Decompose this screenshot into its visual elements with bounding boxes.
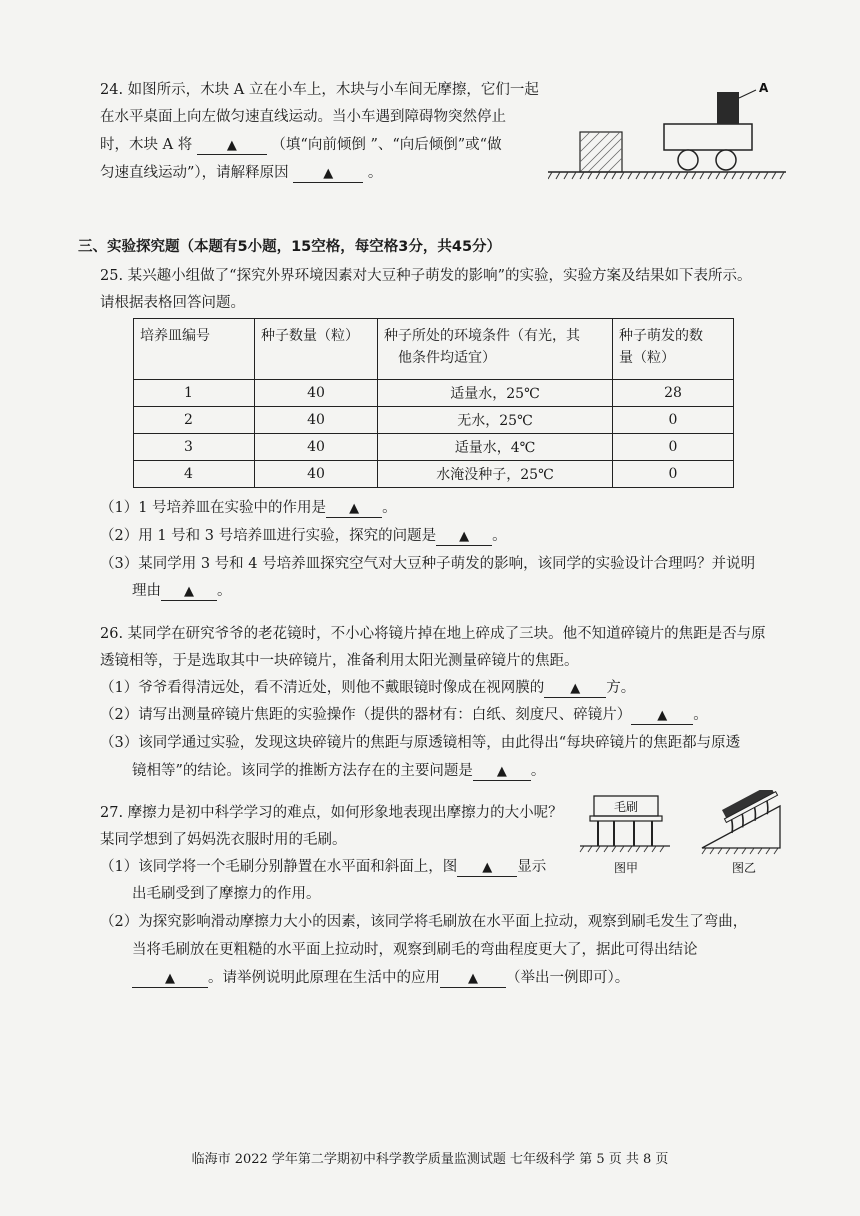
q27-sub-2-line-1: （2）为探究影响滑动摩擦力大小的因素，该同学将毛刷放在水平面上拉动，观察到刷毛发生了弯曲， [100,914,748,930]
q27-intro-1: 27. 摩擦力是初中科学学习的难点，如何形象地表现出摩擦力的大小呢？ [100,805,563,821]
q26-sub-1-text: （1）爷爷看得清远处，看不清近处，则他不戴眼镜时像成在视网膜的 [100,680,545,696]
q24-line-4-tail: 。 [367,165,383,181]
q26-answer-blank-3[interactable]: ▲ [473,764,531,781]
cell-env: 水淹没种子，25℃ [378,461,613,488]
table-row [134,461,734,488]
q25-sub-3-cont [132,581,232,601]
header-environment [378,319,613,380]
section-3-heading: 三、实验探究题（本题有5小题，15空格，每空格3分，共45分） [78,239,502,255]
brush-label: 毛刷 [613,800,639,814]
page-footer: 临海市 2022 学年第二学期初中科学教学质量监测试题 七年级科学 第 5 页 共 8 页 [191,1152,669,1167]
header-seed-count: 种子数量（粒） [255,319,378,380]
q24-line-1: 24. 如图所示，木块 A 立在小车上，木块与小车间无摩擦，它们一起 [100,82,539,98]
brush-figure-a [574,790,674,880]
cart [664,124,752,170]
table-header-row [134,319,734,380]
q26-intro-1: 26. 某同学在研究爷爷的老花镜时，不小心将镜片掉在地上碎成了三块。他不知道碎镜片的焦距是否与原 [100,626,766,642]
q25-sub-2-text: （2）用 1 号和 3 号培养皿进行实验，探究的问题是 [100,528,437,544]
block-a-label: A [759,81,769,95]
q25-sub-2 [100,526,507,546]
header-environment-line-2: 他条件均适宜） [398,350,496,366]
cell-germ: 0 [613,434,734,461]
table-row [134,434,734,461]
q26-answer-blank-2[interactable]: ▲ [631,708,693,725]
q26-sub-3-tail: 。 [530,763,546,779]
cell-germ: 28 [613,380,734,407]
q26-sub-3-cont [132,761,545,781]
q27-sub-1-cont: 出毛刷受到了摩擦力的作用。 [132,886,321,902]
q25-sub-1 [100,498,397,518]
q27-sub-2-tail: （举出一例即可）。 [506,970,630,986]
q25-sub-3: （3）某同学用 3 号和 4 号培养皿探究空气对大豆种子萌发的影响，该同学的实验设计合理吗？并说明 [100,556,756,572]
q25-sub-1-tail: 。 [382,500,397,516]
q26-sub-2-text: （2）请写出测量碎镜片焦距的实验操作（提供的器材有：白纸、刻度尺、碎镜片） [100,707,632,723]
table-row [134,407,734,434]
cart-figure [548,80,788,190]
header-environment-line-1: 种子所处的环境条件（有光，其 [384,328,580,344]
q27-sub-2-mid: 。请举例说明此原理在生活中的应用 [208,970,440,986]
header-germinated-line-1: 种子萌发的数 [619,328,703,344]
block-a [717,81,769,124]
q24-line-2: 在水平桌面上向左做匀速直线运动。当小车遇到障碍物突然停止 [100,109,506,125]
q25-sub-1-text: （1）1 号培养皿在实验中的作用是 [100,500,327,516]
table-surface [548,172,786,179]
q27-sub-1-text: （1）该同学将一个毛刷分别静置在水平面和斜面上，图 [100,859,458,875]
q24-answer-blank-2[interactable]: ▲ [293,166,363,183]
cell-seeds: 40 [255,434,378,461]
q26-answer-blank-1[interactable]: ▲ [544,681,606,698]
cell-dish: 3 [134,434,255,461]
q27-intro-2: 某同学想到了妈妈洗衣服时用的毛刷。 [100,832,347,848]
q27-answer-blank-3[interactable]: ▲ [440,971,506,988]
table-row [134,380,734,407]
header-dish-number: 培养皿编号 [134,319,255,380]
q26-sub-3-text: 镜相等”的结论。该同学的推断方法存在的主要问题是 [132,763,473,779]
header-germinated-line-2: 量（粒） [619,350,675,366]
q26-sub-1 [100,678,635,698]
cell-env: 无水，25℃ [378,407,613,434]
cell-seeds: 40 [255,380,378,407]
cell-seeds: 40 [255,407,378,434]
q27-sub-2-line-2: 当将毛刷放在更粗糙的水平面上拉动时，观察到刷毛的弯曲程度更大了，据此可得出结论 [132,942,698,958]
q24-line-3-text: 时，木块 A 将 [100,137,193,153]
q24-answer-blank-1[interactable]: ▲ [197,138,267,155]
brush-figure-b [696,790,796,880]
figure-b-caption: 图乙 [731,861,757,875]
q26-sub-1-tail: 方。 [606,680,636,696]
obstacle-block [580,132,622,172]
cell-dish: 2 [134,407,255,434]
q25-sub-3-reason: 理由 [132,583,161,599]
cell-dish: 1 [134,380,255,407]
cell-dish: 4 [134,461,255,488]
q26-intro-2: 透镜相等，于是选取其中一块碎镜片，准备利用太阳光测量碎镜片的焦距。 [100,653,579,669]
q24-line-3 [100,135,502,155]
cell-env: 适量水，25℃ [378,380,613,407]
cell-germ: 0 [613,407,734,434]
header-germinated [613,319,734,380]
q27-sub-1-tail: 显示 [517,859,547,875]
q27-sub-2-line-3 [132,968,629,988]
q26-sub-2-tail: 。 [693,707,708,723]
q27-sub-1 [100,857,546,877]
q24-line-3-tail: （填“向前倾倒 ”、“向后倾倒”或“做 [271,137,502,153]
q25-intro-2: 请根据表格回答问题。 [100,295,245,311]
q27-answer-blank-1[interactable]: ▲ [457,860,517,877]
cell-germ: 0 [613,461,734,488]
q25-sub-3-tail: 。 [217,583,232,599]
q25-answer-blank-2[interactable]: ▲ [436,529,492,546]
q26-sub-2 [100,705,708,725]
cell-env: 适量水，4℃ [378,434,613,461]
q25-sub-2-tail: 。 [492,528,507,544]
experiment-table [133,318,734,488]
figure-a-caption: 图甲 [613,861,639,875]
q25-answer-blank-3[interactable]: ▲ [161,584,217,601]
q24-line-4-text: 匀速直线运动”），请解释原因 [100,165,289,181]
q27-answer-blank-2[interactable]: ▲ [132,971,208,988]
q26-sub-3: （3）该同学通过实验，发现这块碎镜片的焦距与原透镜相等，由此得出“每块碎镜片的焦距都与原透 [100,735,741,751]
q24-line-4 [100,163,382,183]
q25-answer-blank-1[interactable]: ▲ [326,501,382,518]
cell-seeds: 40 [255,461,378,488]
q25-intro-1: 25. 某兴趣小组做了“探究外界环境因素对大豆种子萌发的影响”的实验，实验方案及结果如下表所示。 [100,268,752,284]
